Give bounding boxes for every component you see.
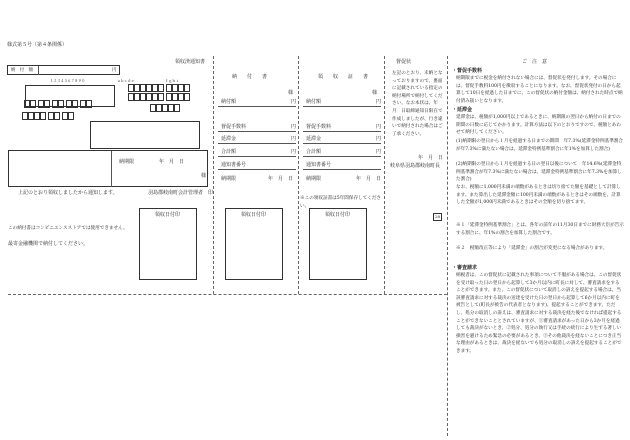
ryoushu-fee-label: 督促手数料 xyxy=(306,124,332,130)
amount-yen: 円 xyxy=(112,68,117,73)
notes-late-note2: ※２ 税額改正等により「延滞金」の割合が変更になる場合があります。 xyxy=(456,246,608,251)
notice-data-box xyxy=(90,121,200,149)
notice-sama: 様 xyxy=(201,173,207,179)
notes-late-rule1: (1)納期限の翌日から１月を経過する日までの期間 年7.3%(延滞金特例基準割合が年7.3%に満たない場合は、延滞金特例基準割合に年1%を加算した割合) xyxy=(456,139,623,152)
perforation-3 xyxy=(384,56,385,294)
perforation-1 xyxy=(213,56,214,294)
noufu-amount-yen: 円 xyxy=(291,99,297,105)
stamp-box-1 xyxy=(139,208,197,280)
keep-receipt-note: ※この領収証書は5年間保存してください。 xyxy=(300,196,382,209)
ryoushu-deadline-date: 年 月 日 xyxy=(356,176,382,182)
conv-store-note: この納付書はコンビニエンスストアでは使用できません。 xyxy=(8,226,128,231)
perforation-2 xyxy=(298,56,299,294)
page-number-box: 28 xyxy=(435,214,441,219)
noufu-fee-label: 督促手数料 xyxy=(221,124,247,130)
notes-late-note1: ※１「延滞金特例基準割合」とは、各年の前年の11月30日までに財務大臣が告示する割合に、年1%の割合を加算した割合です。 xyxy=(456,223,624,236)
noufu-fee-yen: 円 xyxy=(291,124,297,130)
noufu-late-label: 延滞金 xyxy=(221,136,237,142)
stub-date: 年 月 日 xyxy=(418,155,444,161)
noufu-notice-no-label: 通知書番号 xyxy=(221,162,247,168)
ryoushu-fee-yen: 円 xyxy=(376,124,382,130)
code-cells-small xyxy=(150,104,190,112)
notice-title: 領収済通知書 xyxy=(175,59,206,65)
ryoushu-late-yen: 円 xyxy=(376,136,382,142)
noufu-total-yen: 円 xyxy=(291,149,297,155)
bottom-perforation xyxy=(8,294,447,295)
stamp-box-2 xyxy=(225,208,283,280)
notes-title: ご 注 意 xyxy=(522,59,548,65)
ryoushu-sama: 様 xyxy=(372,90,378,96)
noufu-deadline-date: 年 月 日 xyxy=(268,176,294,182)
treasurer-text: 羽島郡岐南町会計管理者 印 xyxy=(148,190,214,196)
form-number: 様式第５号（第４条関係） xyxy=(7,42,68,48)
amount-label: 納 付 額 xyxy=(11,68,33,73)
stamp-label-2: 領収日付印 xyxy=(241,212,267,218)
notice-deadline-date: 年 月 日 xyxy=(159,159,185,165)
stamp-label-3: 領収日付印 xyxy=(325,212,351,218)
notes-heading-fee: ・督促手数料 xyxy=(452,68,483,74)
ryoushu-notice-no-label: 通知書番号 xyxy=(306,162,332,168)
stamp-label-1: 領収日付印 xyxy=(155,212,181,218)
noufu-sama: 様 xyxy=(288,90,294,96)
code-grid-area: １２３４５６７８９０ ａｂｃｄｅ ｆｇｈｉ xyxy=(20,79,210,139)
bank-note: 最寄金融機関で納付してください。 xyxy=(8,241,89,247)
ryoushu-amount-yen: 円 xyxy=(376,99,382,105)
stub-title: 督促状 xyxy=(396,59,412,65)
notice-deadline-label: 納期限 xyxy=(119,159,135,165)
noufu-deadline-label: 納期限 xyxy=(221,176,237,182)
notes-heading-appeal: ・審査請求 xyxy=(452,265,478,271)
stamp-box-3 xyxy=(309,208,367,280)
ryoushu-deadline-label: 納期限 xyxy=(306,176,322,182)
notes-late-rounding: なお、税額に1,000円未満の端数があるときは切り捨てた額を基礎として計算します。また算出した延滞金額に100円未満の端数があるときはその端数を、計算した全額が1,000円未満であるときはその全額を切り捨てます。 xyxy=(456,185,621,206)
notes-late-text: 延滞金は、税額が1,000円以上であるときに、納期限の翌日から納付の日までの期間の日数に応じてかかります。計算方法は以下のとおりですので、税額とあわせて納付してください。 xyxy=(456,115,621,136)
notice-payment-box xyxy=(8,150,208,187)
notes-fee-text: 納期限までに税金を納付されない場合には、督促状を発付します。その場合には、督促手数料100円を徴収することになります。なお、督促状発付の日から起算して10日を経過した日までに、この督促状の納付金額は、納付された時点で納付済み扱いとなります。 xyxy=(456,76,623,104)
ryoushu-total-yen: 円 xyxy=(376,149,382,155)
stub-message: 左記のとおり、未納となっておりますので、裏面に記載されている指定の納付場所で納付してください。なお本状は、年 月 日取締通知日限在で作成しましたが、行き違いで納付された場合はご了承ください。 xyxy=(392,71,443,137)
ryoushu-column-title: 領 収 証 書 xyxy=(318,74,369,80)
noufu-column-title: 納 付 書 xyxy=(232,74,268,80)
perforation-4 xyxy=(447,56,448,436)
ryoushu-total-label: 合計額 xyxy=(306,149,322,155)
notice-confirm-text: 上記のとおり領収しましたから通知します。 xyxy=(18,190,118,196)
notes-appeal-text: 納税者は、この督促状に記載された事項について不服がある場合は、この督促状を受け取った日の翌日から起算して3か月以内に町長に対して、審査請求をすることができます。また、この督促状について取消しの訴えを提起する場合は、当該審査請求に対する裁決の送達を受けた日の翌日から起算して6か月以内に町を被告として(町長が被告の代表者となります)、提起することができます。ただし、処分の取消しの訴えは、審査請求に対する裁決を経た後でなければ提起することができないこととされていますが、①審査請求があった日から3か月を経過しても裁決がないとき、②処分、処分の執行又は手続の続行により生ずる著しい損害を避けるため緊急の必要があるとき、③その他裁決を経ないことにつき正当な理由があるときは、裁決を経ないでも処分の取消しの訴えを提起することができます。 xyxy=(456,273,622,354)
notes-late-rule2: (2)納期限の翌日から１月を経過する日の翌日以後について 年14.6%(延滞金特例基準割合が年7.3%に満たない場合は、延滞金特例基準割合に年7.3%を加算した割合) xyxy=(456,162,622,183)
notes-heading-late: ・延滞金 xyxy=(452,107,473,113)
noufu-total-label: 合計額 xyxy=(221,149,237,155)
ryoushu-amount-label: 納付額 xyxy=(306,99,322,105)
noufu-late-yen: 円 xyxy=(291,136,297,142)
ryoushu-late-label: 延滞金 xyxy=(306,136,322,142)
noufu-amount-label: 納付額 xyxy=(221,99,237,105)
amount-box xyxy=(7,65,120,75)
stub-issuer: 岐阜県羽島郡岐南町長 xyxy=(390,163,441,169)
